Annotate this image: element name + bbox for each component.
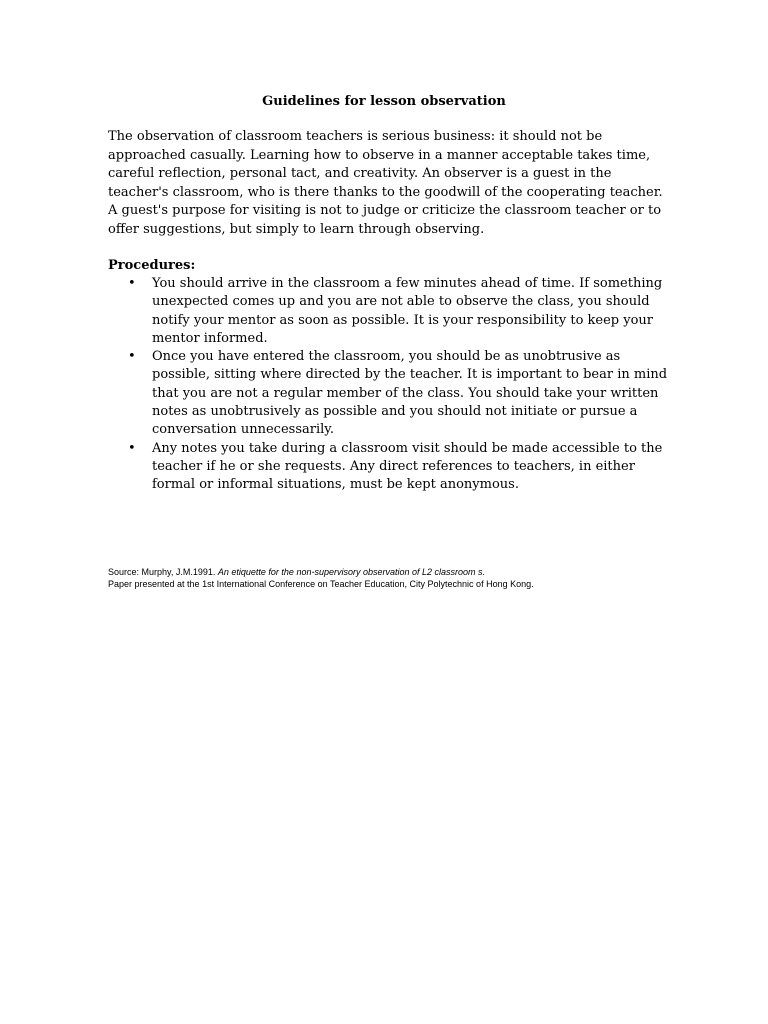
bullet-icon: •: [128, 349, 136, 365]
source-prefix: Source: Murphy, J.M.1991.: [108, 567, 218, 577]
list-item: [108, 348, 668, 439]
procedure-text: You should arrive in the classroom a few minutes ahead of time. If something unexpected comes up and you are not able to observe the class, you should notify your mentor as soon as possible. It is your responsibility to keep your mentor informed.: [152, 276, 663, 346]
procedure-text: Once you have entered the classroom, you should be as unobtrusive as possible, sitting where directed by the teacher. It is important to bear in mind that you are not a regular member of the class. You should take your written notes as unobtrusively as possible and you should not initiate or pursue a conversation unnecessarily.: [152, 349, 668, 438]
source-title: An etiquette for the non-supervisory observation of L2 classroom s.: [217, 567, 486, 577]
procedures-heading: Procedures:: [108, 258, 196, 273]
intro-paragraph: The observation of classroom teachers is serious business: it should not be approached casually. Learning how to observe in a manner acceptable takes time, careful reflection, personal tact, and creativity. An observer is a guest in the teacher's classroom, who is there thanks to the goodwill of the cooperating teacher. A guest's purpose for visiting is not to judge or criticize the classroom teacher or to offer suggestions, but simply to learn through observing.: [108, 129, 663, 237]
document-title: Guidelines for lesson observation: [262, 94, 506, 109]
list-item: [108, 440, 668, 495]
bullet-icon: •: [128, 276, 136, 291]
source-line-1: [108, 567, 708, 579]
procedures-list: [108, 275, 668, 495]
list-item: [108, 275, 668, 348]
procedure-text: Any notes you take during a classroom visit should be made accessible to the teacher if he or she requests. Any direct references to teachers, in either formal or informal situations, must be kept anonymous.: [152, 440, 663, 493]
source-citation: [108, 567, 708, 590]
source-line-2: Paper presented at the 1st International Conference on Teacher Education, City Polytechnic of Hong Kong.: [108, 578, 534, 589]
bullet-icon: •: [128, 440, 136, 456]
